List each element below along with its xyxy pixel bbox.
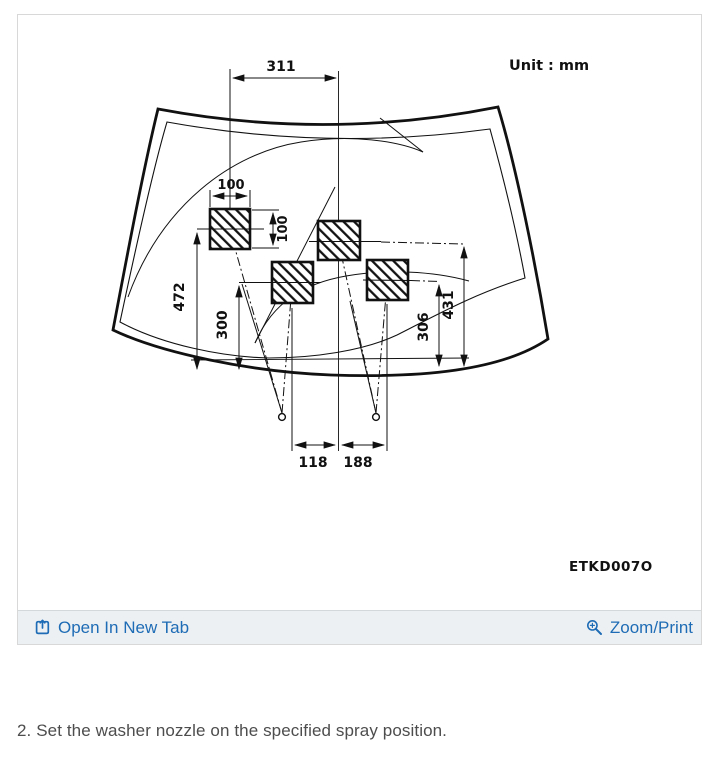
open-in-new-tab-label: Open In New Tab xyxy=(58,617,190,637)
dim-100w-label: 100 xyxy=(217,178,245,193)
zoom-print-link[interactable] xyxy=(586,618,693,638)
dim-306-label: 306 xyxy=(416,312,432,342)
washer-nozzle-point xyxy=(279,414,286,421)
unit-label: Unit : mm xyxy=(509,58,590,74)
open-in-new-tab-link[interactable] xyxy=(34,618,189,638)
instruction-text: 2. Set the washer nozzle on the specified spray position. xyxy=(17,721,448,740)
dim-472-label: 472 xyxy=(172,282,188,312)
zoom-print-label: Zoom/Print xyxy=(609,617,693,637)
washer-nozzle-point xyxy=(373,414,380,421)
zoom-print-icon xyxy=(586,619,603,636)
spray-trajectory-lines xyxy=(230,231,387,413)
viewer-toolbar xyxy=(18,610,701,644)
image-viewer-panel xyxy=(17,14,702,645)
figure-code: ETKD007O xyxy=(569,559,653,575)
spray-target-squares xyxy=(210,209,408,303)
diagram-image-area xyxy=(18,15,701,610)
dim-311-label: 311 xyxy=(266,59,296,75)
spray-target-square xyxy=(318,221,360,260)
dim-431-label: 431 xyxy=(441,290,457,320)
dimension-118-188 xyxy=(292,304,387,451)
dim-188-label: 188 xyxy=(343,455,373,471)
washer-nozzle-diagram xyxy=(18,15,701,610)
dim-300-label: 300 xyxy=(215,310,231,340)
dim-100h-label: 100 xyxy=(276,215,291,243)
washer-nozzle-points xyxy=(279,414,380,421)
open-in-new-tab-icon xyxy=(34,619,51,636)
dim-118-label: 118 xyxy=(298,455,328,471)
instruction-caption xyxy=(17,721,707,741)
